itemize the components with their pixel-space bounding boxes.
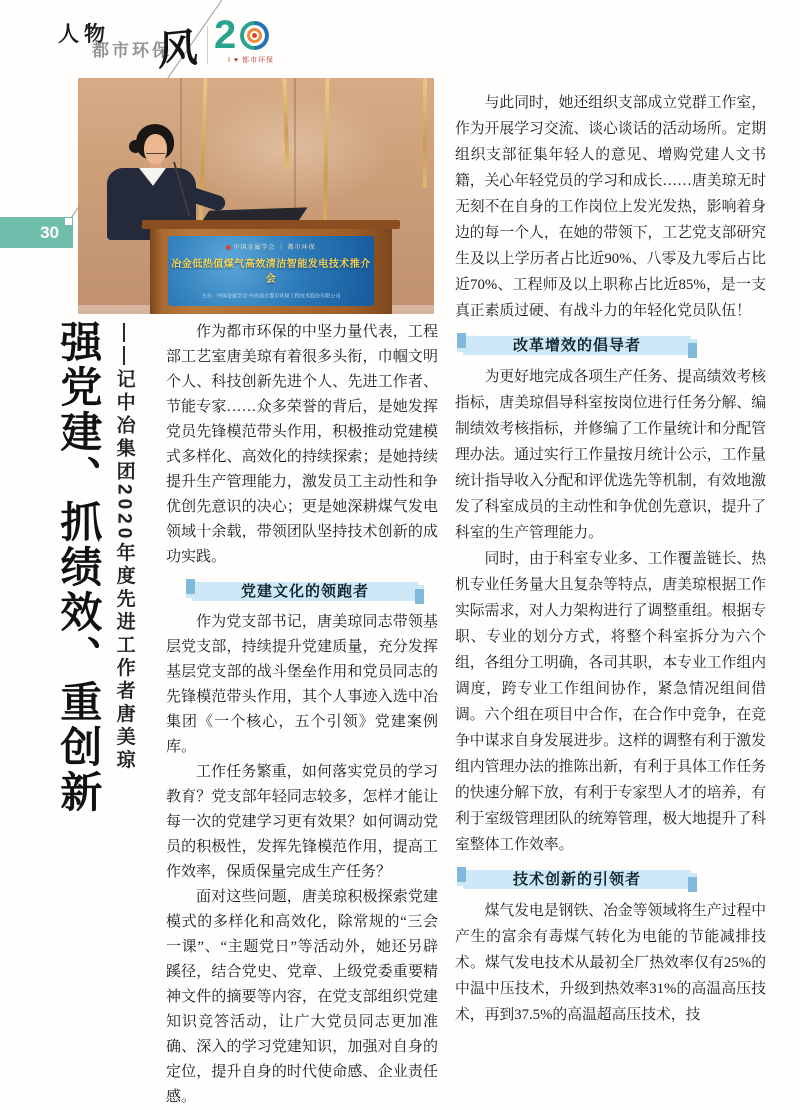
anniversary-ring-icon <box>240 21 269 50</box>
body-paragraph: 面对这些问题，唐美琼积极探索党建模式的多样化和高效化，除常规的“三会一课”、“主题党日”等活动外，她还另辟蹊径，结合党史、党章、上级党委重要精神文件的摘要等内容，在党支部组织党建知识竞答活动，让广大党员同志更加准确、深入的学习党建知识，加强对自身的定位，提升自身的时代使命感、企业责任感。 <box>166 889 438 1105</box>
category-label: 人物 <box>58 23 110 46</box>
curtain-seam <box>294 78 296 228</box>
right-column <box>455 90 766 1028</box>
section-bar-notch-left <box>186 598 192 604</box>
section-bar-cap-right <box>415 589 424 604</box>
section-header-3 <box>457 870 697 889</box>
gold-streamer <box>423 78 427 188</box>
section-header-1 <box>186 582 424 601</box>
section-bar-notch-left <box>457 886 463 892</box>
section-bar-notch-right <box>418 579 424 585</box>
society-emblem-icon <box>226 245 231 250</box>
banner-title: 冶金低热值煤气高效清洁智能发电技术推介会 <box>171 259 371 285</box>
section-bar-cap-left <box>457 867 466 882</box>
headline-subtitle: ——记中冶集团2020年度先进工作者唐美琼 <box>113 323 135 773</box>
section-bar-cap-left <box>457 333 466 348</box>
masthead-divider <box>207 26 208 64</box>
body-paragraph: 与此同时，她还组织支部成立党群工作室，作为开展学习交流、谈心谈话的活动场所。定期组织支部征集年轻人的意见、增购党建人文书籍，关心年轻党员的学习和成长……唐美琼无时无刻不在自身的工作岗位上发光发热，影响着身边的每一个人，在她的带领下，工艺党支部研究生及以上学历者占比近90%、八零及九零后占比近70%、工程师及以上职称占比近85%，是一支真正素质过硬、有战斗力的年轻化党员队伍！ <box>455 95 766 319</box>
section-bar-notch-left <box>457 352 463 358</box>
speaker-glasses <box>146 149 165 154</box>
banner-logos-text: 中国金属学会 ｜ 都市环保 <box>233 245 316 251</box>
brand-wordmark: 都市环保 <box>92 41 172 60</box>
body-paragraph: 同时，由于科室专业多、工作覆盖链长、热机专业任务量大且复杂等特点，唐美琼根据工作实际需求，对人力架构进行了调整重组。根据专职、专业的划分方式，将整个科室拆分为六个组，各组分工明确，各司其职，本专业工作组内调度，跨专业工作组间协作，紧急情况组间借调。六个组在项目中合作，在合作中竞争，在竞争中谋求自身发展进步。这样的调整有利于激发组内管理办法的推陈出新，有利于具体工作任务的快速分解下放，有利于专家型人才的培养，有利于室级管理团队的统筹管理，极大地提升了科室整体工作效率。 <box>455 551 766 853</box>
conference-banner <box>168 236 374 306</box>
anniversary-number: 2 <box>214 13 237 57</box>
body-paragraph: 工作任务繁重，如何落实党员的学习教育？党支部年轻同志较多，怎样才能让每一次的党建学习更有效果？如何调动党员的积极性，发挥先锋模范作用，提高工作效率，保质保量完成生产任务？ <box>166 764 438 880</box>
speaker-hair-bun <box>129 140 142 153</box>
corner-square <box>65 218 72 225</box>
speaker-photo <box>78 78 434 314</box>
section-bar-cap-right <box>688 343 697 358</box>
page-number-tab <box>0 217 73 248</box>
body-paragraph: 作为党支部书记，唐美琼同志带领基层党支部，持续提升党建质量，充分发挥基层党支部的战斗堡垒作用和党员同志的先锋模范带头作用，其个人事迹入选中冶集团《一个核心，五个引领》党建案例库。 <box>166 614 438 755</box>
section-bar-cap-left <box>186 579 195 594</box>
section-bar-cap-right <box>688 877 697 892</box>
section-header-2 <box>457 336 697 355</box>
section-title: 改革增效的倡导者 <box>512 337 641 354</box>
banner-logos <box>168 236 374 251</box>
section-bar-notch-right <box>691 333 697 339</box>
anniversary-tagline: I ♥ 都市环保 <box>228 57 274 64</box>
headline-title: 强党建、抓绩效、重创新 <box>55 320 103 815</box>
section-title: 党建文化的领跑者 <box>240 583 369 600</box>
page-number: 30 <box>40 223 59 242</box>
body-paragraph: 煤气发电是钢铁、冶金等领域将生产过程中产生的富余有毒煤气转化为电能的节能减排技术。煤气发电技术从最初全厂热效率仅有25%的中温中压技术，升级到热效率31%的高温高压技术，再到37.5%的高温超高压技术，技 <box>455 903 766 1023</box>
brand-calligraphy-icon: 风 <box>158 23 198 76</box>
podium-top <box>142 220 400 229</box>
ring-center-dot <box>252 33 257 38</box>
section-title: 技术创新的引领者 <box>512 871 641 888</box>
banner-organizer: 主办：中国金属学会 中冶南方都市环保工程技术股份有限公司 <box>201 294 341 300</box>
intro-paragraph: 作为都市环保的中坚力量代表，工程部工艺室唐美琼有着很多头衔，巾帼文明个人、科技创新先进个人、先进工作者、节能专家……众多荣誉的背后，是她发挥党员先锋模范带头作用，积极推动党建模式多样化、高效化的持续探索；是她持续提升生产管理能力，激发员工主动性和争优创先意识的决心；更是她深耕煤气发电领域十余载，带领团队坚持技术创新的成功实践。 <box>166 324 438 565</box>
left-column <box>166 320 438 1110</box>
section-bar-notch-right <box>691 867 697 873</box>
body-paragraph: 为更好地完成各项生产任务、提高绩效考核指标，唐美琼倡导科室按岗位进行任务分解、编制绩效考核指标，并修编了工作量统计和分配管理办法。通过实行工作量按月统计公示，工作量统计指导收入分配和评优选先等机制，有效地激发了科室成员的主动性和争优创先意识，提升了科室的生产管理能力。 <box>455 369 766 541</box>
